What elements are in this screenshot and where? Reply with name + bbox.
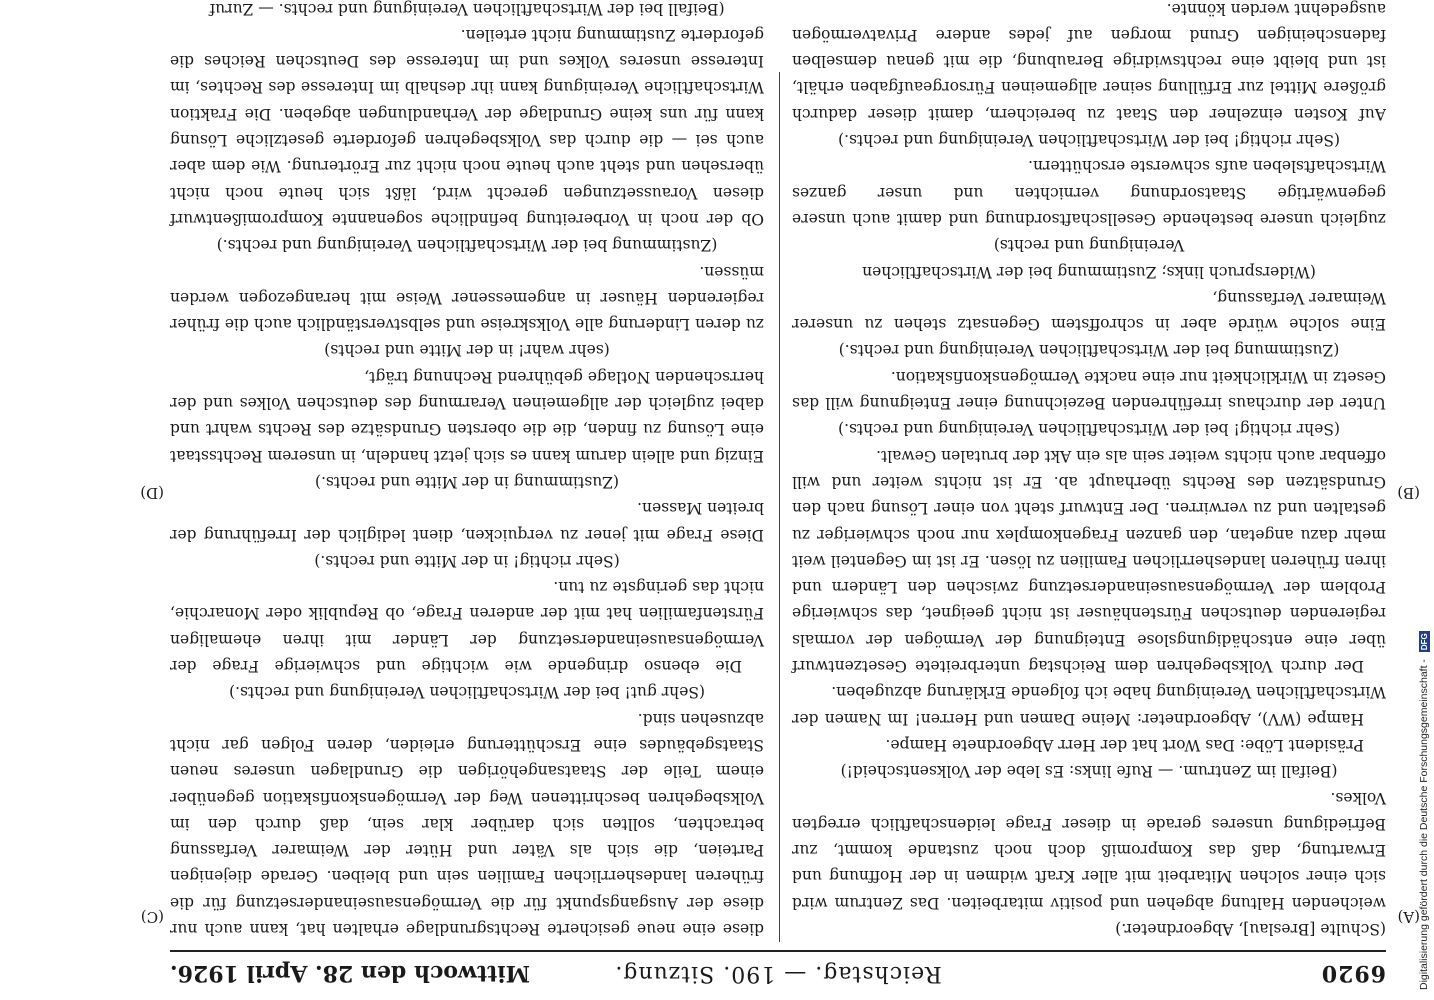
reaction-line: (Beifall bei der Wirtschaftlichen Vereinigung und rechts. — Zuruf	[209, 0, 725, 18]
margin-label-b: (B)	[1397, 484, 1420, 502]
text-paragraph: (Schulte [Breslau], Abgeordneter.)	[1115, 920, 1386, 938]
footer-text: Digitalisierung gefördert durch die Deutsche Forschungsgemeinschaft -	[1418, 659, 1430, 990]
header-title: Reichstag. — 190. Sitzung.	[614, 961, 942, 986]
reaction-line: (Sehr richtig! in der Mitte und rechts.)	[314, 551, 620, 570]
text-paragraph: Die ebenso dringende wie wichtige und schwierige Frage der Vermögensauseinandersetzung der Länder mit ihren ehemaligen Fürstenfamilien hat mit der anderen Frage, ob Republik oder Monarchie, nicht das geringste zu tun.	[170, 578, 764, 676]
text-paragraph: Einzig und allein darum kann es sich jetzt handeln, in unserem Rechtsstaat eine Lösung zu finden, die die obersten Grundsätze des Rechts wahrt und dabei zugleich der allgemeinen Verarmung des deutschen Volkes und der herrschenden Notlage gebührend Rechnung trägt,	[170, 367, 764, 465]
reaction-line: (Sehr richtig! bei der Wirtschaftlichen Vereinigung und rechts.)	[838, 420, 1340, 439]
text-paragraph: Präsident Löbe: Das Wort hat der Herr Abgeordnete Hampe.	[885, 735, 1364, 754]
margin-label-c: (C)	[140, 908, 164, 926]
right-column	[170, 0, 764, 942]
reaction-line: (Zustimmung bei der Wirtschaftlichen Vereinigung und rechts.)	[216, 236, 718, 255]
text-paragraph: Diese Frage mit jener zu verquicken, dient lediglich der Irreführung der breiten Massen.	[170, 499, 764, 544]
text-paragraph: zugleich unsere bestehende Gesellschaftsordnung und damit auch unsere gegenwärtige Staatsordnung vernichten und unser ganzes Wirtschaftsleben aufs schwerste erschüttern.	[792, 157, 1386, 228]
dfg-logo: DFG	[1419, 633, 1429, 651]
text-paragraph: Ob der noch in Vorbereitung befindliche sogenannte Kompromißentwurf diesen Voraussetzungen gerecht wird, läßt sich heute noch nicht übersehen und steht auch heute noch nicht zur Erörterung. Wie dem aber auch sei — die durch das Volksbegehren geforderte gesetzliche Lösung kann für uns keine Grundlage der Verhandlungen abgeben. Die Fraktion Wirtschaftliche Vereinigung kann ihr deshalb im Interesse des Rechtes, im Interesse unseres Volkes und im Interesse des Deutschen Reiches die geforderte Zustimmung nicht erteilen.	[170, 25, 764, 228]
text-paragraph: Unter der durchaus irreführenden Bezeichnung einer Enteignung will das Gesetz in Wirklichkeit nur eine nackte Vermögenskonfiskation.	[792, 367, 1386, 413]
page-content	[140, 0, 1420, 992]
page-number: 6920	[1320, 960, 1386, 986]
text-paragraph: Der durch Volksbegehren dem Reichstag unterbreitete Gesetzentwurf über eine entschädigungslose Enteignung der Vermögen der vormals regierenden deutschen Fürstenhäuser ist nicht geeignet, das schwierige Problem der Vermögensauseinandersetzung zwischen den Ländern und ihren früheren landesherrlichen Familien zu lösen. Er ist im Gegenteil weit mehr dazu angetan, den ganzen Fragenkomplex nur noch schwieriger zu gestalten und zu verwirren. Der Entwurf steht von einer Lösung nach den Grundsätzen des Rechts überhaupt ab. Er ist nichts weiter und will offenbar auch nichts weiter sein als ein Akt der brutalen Gewalt.	[792, 446, 1386, 676]
text-paragraph: diese eine neue gesicherte Rechtsgrundlage erhalten hat, kann auch nur diese der Ausgangspunkt für die Vermögensauseinandersetzung für die früheren landesherrlichen Familien sein und bleiben. Gerade diejenigen Parteien, die sich als Väter und Hüter der Weimarer Verfassung betrachten, sollten sich darüber klar sein, daß durch den im Volksbegehren beschrittenen Weg der Vermögenskonfiskation gegenüber einem Teile der Staatsangehörigen die Grundlagen unseres neuen Staatsgebäudes eine Erschütterung erleiden, deren Folgen gar nicht abzusehen sind.	[170, 709, 764, 938]
running-header	[170, 954, 1386, 992]
reaction-line: (sehr wahr! in der Mitte und rechts)	[324, 341, 610, 360]
reaction-line: (Zustimmung bei der Wirtschaftlichen Vereinigung und rechts.)	[838, 341, 1340, 360]
footer-note	[1418, 0, 1430, 990]
text-paragraph: weichenden Haltung abgehen und positiv mitarbeiten. Das Zentrum wird sich einer solchen Mitarbeit mit aller Kraft widmen in der Hoffnung und Erwartung, daß das Kompromiß doch noch zustande kommt, zur Befriedigung unseres gerade in dieser Frage leidenschaftlich erregten Volkes.	[792, 788, 1386, 912]
reaction-line: (Widerspruch links; Zustimmung bei der Wirtschaftlichen Vereinigung und rechts)	[862, 236, 1316, 281]
margin-label-d: (D)	[140, 484, 164, 502]
reaction-line: (Sehr richtig! bei der Wirtschaftlichen Vereinigung und rechts.)	[838, 131, 1340, 150]
reaction-line: (Sehr gut! bei der Wirtschaftlichen Vereinigung und rechts.)	[229, 683, 705, 702]
left-column	[792, 0, 1386, 942]
column-divider	[779, 72, 780, 942]
header-date: Mittwoch den 28. April 1926.	[170, 960, 530, 986]
text-paragraph: zu deren Linderung alle Volkskreise und selbstverständlich auch die früher regierenden Häuser in angemessener Weise mit herangezogen werden müssen.	[170, 262, 764, 334]
text-paragraph: Hampe (WV), Abgeordneter: Meine Damen und Herren! Im Namen der Wirtschaftlichen Vereinigung habe ich folgende Erklärung abzugeben.	[792, 683, 1386, 728]
text-paragraph: Auf Kosten einzelner den Staat zu bereichern, damit dieser dadurch größere Mittel zur Erfüllung seiner allgemeinen Fürsorgeaufgaben erhält, ist und bleibt eine rechtswidrige Beraubung, die mit genau demselben fadenscheinigen Grund morgen auf jedes andere Privatvermögen ausgedehnt werden könnte.	[792, 0, 1386, 123]
header-rule	[170, 950, 1386, 952]
reaction-line: (Zustimmung in der Mitte und rechts.)	[314, 472, 620, 491]
margin-label-a: (A)	[1397, 908, 1420, 926]
text-paragraph: Eine solche würde aber in schroffstem Gegensatz stehen zu unserer Weimarer Verfassung,	[792, 288, 1386, 334]
reaction-line: (Beifall im Zentrum. — Rufe links: Es lebe der Volksentscheid!)	[840, 762, 1338, 781]
